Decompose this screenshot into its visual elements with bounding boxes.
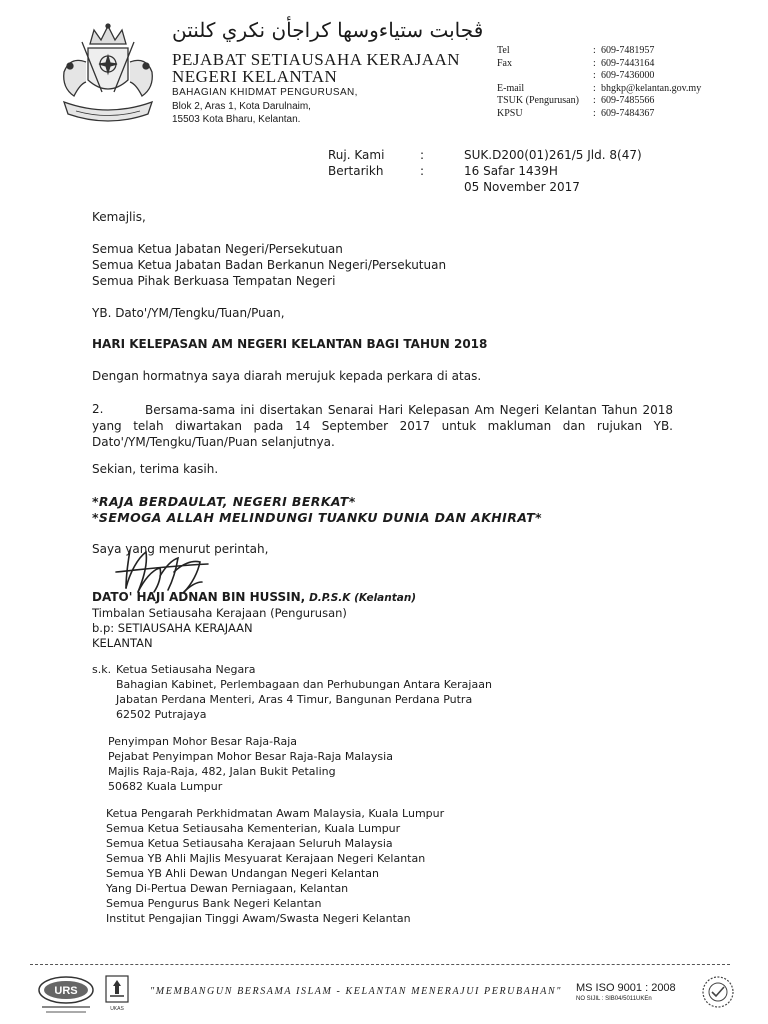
contact-row	[497, 83, 701, 96]
signatory-state: KELANTAN	[92, 636, 153, 650]
signatory-bp: b.p: SETIAUSAHA KERAJAAN	[92, 621, 253, 635]
urs-logo-text: URS	[54, 985, 78, 997]
contact-row	[497, 45, 701, 58]
contact-label: TSUK (Pengurusan)	[497, 95, 579, 107]
contact-separator: :	[593, 57, 596, 69]
contact-label	[497, 70, 593, 83]
honorific: YB. Dato'/YM/Tengku/Tuan/Puan,	[92, 306, 285, 320]
contact-separator: :	[593, 95, 596, 107]
cc-label: s.k.	[92, 663, 112, 676]
paragraph-2-number: 2.	[92, 402, 104, 416]
org-name-line1: PEJABAT SETIAUSAHA KERAJAAN	[172, 50, 461, 69]
cc-line: Ketua Setiausaha Negara	[116, 663, 256, 676]
date-label: Bertarikh	[328, 164, 384, 178]
iso-certificate-number: NO SIJIL : SIB04/5011UKEn	[576, 996, 652, 1002]
cc-line: Semua Pengurus Bank Negeri Kelantan	[106, 897, 322, 910]
cc-line: Jabatan Perdana Menteri, Aras 4 Timur, Bangunan Perdana Putra	[116, 693, 473, 706]
recipient-line: Semua Pihak Berkuasa Tempatan Negeri	[92, 274, 336, 288]
contact-separator: :	[593, 82, 596, 94]
recipient-line: Semua Ketua Jabatan Negeri/Persekutuan	[92, 242, 343, 256]
signatory-line	[92, 590, 416, 604]
motto-line-1: *RAJA BERDAULAT, NEGERI BERKAT*	[92, 494, 356, 509]
cc-line: Institut Pengajian Tinggi Awam/Swasta Negeri Kelantan	[106, 912, 411, 925]
contact-value: 609-7436000	[601, 70, 655, 82]
signoff: Saya yang menurut perintah,	[92, 542, 269, 556]
date-separator: :	[420, 164, 425, 178]
contact-separator: :	[593, 70, 596, 82]
cc-line: Bahagian Kabinet, Perlembagaan dan Perhubungan Antara Kerajaan	[116, 678, 492, 691]
department-name: BAHAGIAN KHIDMAT PENGURUSAN,	[172, 87, 358, 98]
contact-label: Tel	[497, 45, 510, 56]
quality-seal-icon	[700, 974, 736, 1010]
reference-block	[328, 147, 642, 195]
ref-separator: :	[420, 148, 425, 162]
address-line1: Blok 2, Aras 1, Kota Darulnaim,	[172, 101, 311, 112]
contact-value: 609-7485566	[601, 95, 655, 107]
contact-label: E-mail	[497, 82, 525, 94]
contact-row	[497, 58, 701, 71]
ukas-logo-text: UKAS	[110, 1006, 124, 1012]
contact-label: KPSU	[497, 107, 523, 119]
kelantan-crest-logo	[52, 22, 164, 132]
contact-label: Fax	[497, 57, 512, 69]
cc-line: Penyimpan Mohor Besar Raja-Raja	[108, 735, 298, 748]
contact-separator: :	[593, 45, 596, 56]
signatory-position: Timbalan Setiausaha Kerajaan (Pengurusan)	[92, 606, 347, 620]
paragraph-1: Dengan hormatnya saya diarah merujuk kepada perkara di atas.	[92, 369, 482, 383]
contact-value: 609-7484367	[601, 107, 655, 119]
date-gregorian: 05 November 2017	[464, 180, 580, 194]
contact-separator: :	[593, 107, 596, 119]
salutation-to: Kemajlis,	[92, 210, 146, 224]
contact-value: 609-7481957	[601, 45, 655, 56]
footer-motto: "MEMBANGUN BERSAMA ISLAM - KELANTAN MENERAJUI PERUBAHAN"	[150, 986, 563, 997]
cc-line: Semua YB Ahli Majlis Mesyuarat Kerajaan Negeri Kelantan	[106, 852, 426, 865]
contact-row	[497, 95, 701, 108]
contact-row	[497, 70, 701, 83]
contact-block	[497, 45, 701, 121]
contact-value: 609-7443164	[601, 57, 655, 69]
urs-certification-logo	[36, 974, 96, 1016]
paragraph-2: Bersama-sama ini disertakan Senarai Hari Kelepasan Am Negeri Kelantan Tahun 2018 yang telah diwartakan pada 14 September 2017 untuk makluman dan rujukan YB. Dato'/YM/Tengku/Tuan/Puan selanjutnya.	[92, 403, 673, 449]
contact-value: bhgkp@kelantan.gov.my	[601, 82, 702, 94]
footer-divider	[30, 964, 730, 965]
cc-line: Semua YB Ahli Dewan Undangan Negeri Kelantan	[106, 867, 379, 880]
recipient-line: Semua Ketua Jabatan Badan Berkanun Negeri/Persekutuan	[92, 258, 447, 272]
cc-line: Semua Ketua Setiausaha Kerajaan Seluruh Malaysia	[106, 837, 393, 850]
iso-certification: MS ISO 9001 : 2008	[576, 982, 676, 994]
closing: Sekian, terima kasih.	[92, 462, 219, 476]
address-line2: 15503 Kota Bharu, Kelantan.	[172, 114, 301, 125]
cc-line: 62502 Putrajaya	[116, 708, 207, 721]
ukas-accreditation-logo	[104, 974, 130, 1016]
org-name-line2: NEGERI KELANTAN	[172, 67, 338, 86]
motto-line-2: *SEMOGA ALLAH MELINDUNGI TUANKU DUNIA DAN AKHIRAT*	[92, 510, 542, 525]
cc-line: Yang Di-Pertua Dewan Perniagaan, Kelantan	[106, 882, 349, 895]
cc-line: 50682 Kuala Lumpur	[108, 780, 223, 793]
ref-number: SUK.D200(01)261/5 Jld. 8(47)	[464, 148, 642, 162]
signatory-honorific: D.P.S.K (Kelantan)	[309, 592, 417, 604]
cc-line: Pejabat Penyimpan Mohor Besar Raja-Raja Malaysia	[108, 750, 393, 763]
letter-subject: HARI KELEPASAN AM NEGERI KELANTAN BAGI TAHUN 2018	[92, 337, 488, 351]
cc-line: Semua Ketua Setiausaha Kementerian, Kuala Lumpur	[106, 822, 401, 835]
date-hijri: 16 Safar 1439H	[464, 164, 558, 178]
cc-line: Ketua Pengarah Perkhidmatan Awam Malaysia, Kuala Lumpur	[106, 807, 445, 820]
cc-line: Majlis Raja-Raja, 482, Jalan Bukit Petaling	[108, 765, 336, 778]
signatory-name: DATO' HAJI ADNAN BIN HUSSIN,	[92, 590, 306, 604]
org-name-jawi: ڤجابت ستياءوسها كراجأن نكري كلنتن	[172, 18, 484, 42]
ref-label: Ruj. Kami	[328, 148, 385, 162]
contact-row	[497, 108, 701, 121]
